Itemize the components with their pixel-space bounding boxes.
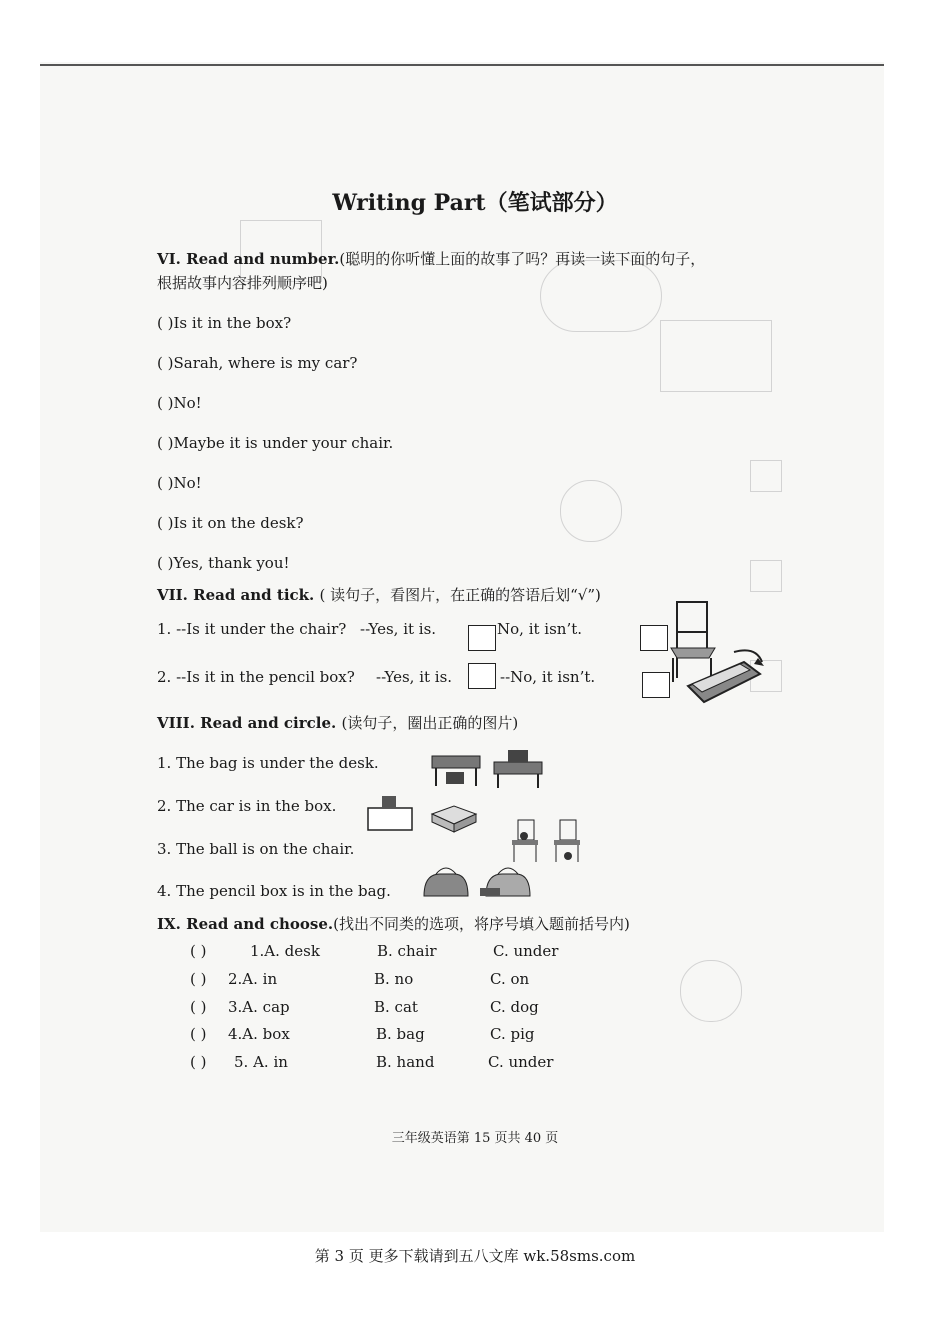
q1-tick-box[interactable] [468, 625, 496, 651]
bleed-through-shape [750, 460, 782, 492]
section-7-instruction: ( 读句子，看图片，在正确的答语后划“√”) [319, 586, 601, 604]
q1-no-answer: No, it isn’t. [497, 620, 583, 638]
section-6-item-5[interactable]: ( )No! [157, 474, 202, 492]
q2-no-tick-box[interactable] [642, 672, 670, 698]
chair-with-ball-under[interactable] [554, 820, 580, 862]
section-7-q1 [157, 620, 346, 638]
bag-with-pencil-box-beside[interactable] [480, 868, 530, 896]
answer-paren[interactable]: ( ) [190, 942, 207, 960]
option-b: B. cat [374, 998, 418, 1016]
pencil-box-picture [684, 644, 766, 710]
desk-pictures [428, 748, 548, 790]
section-6-item-6[interactable]: ( )Is it on the desk? [157, 514, 304, 532]
answer-paren[interactable]: ( ) [190, 1053, 207, 1071]
option-c: C. on [490, 970, 530, 988]
page-title: Writing Part（笔试部分） [332, 190, 618, 216]
option-b: B. chair [377, 942, 437, 960]
option-a: 4.A. box [228, 1025, 290, 1043]
top-rule [40, 64, 884, 66]
box-with-car-on-top[interactable] [368, 796, 412, 830]
q2-no-answer: --No, it isn’t. [500, 668, 596, 686]
bleed-through-shape [560, 480, 622, 542]
bleed-through-shape [680, 960, 742, 1022]
option-a: 5. A. in [234, 1053, 288, 1071]
section-9-title: IX. Read and choose. [157, 915, 334, 933]
option-a: 3.A. cap [228, 998, 290, 1016]
bleed-through-shape [660, 320, 772, 392]
section-6-item-1[interactable]: ( )Is it in the box? [157, 314, 292, 332]
q2-tick-box[interactable] [468, 663, 496, 689]
section-8-item-1: 1. The bag is under the desk. [157, 754, 379, 772]
open-box-with-car-inside[interactable] [432, 806, 476, 832]
bag-with-pencil-box-inside[interactable] [424, 868, 468, 896]
answer-paren[interactable]: ( ) [190, 998, 207, 1016]
section-8-title: VIII. Read and circle. [157, 714, 337, 732]
section-6-item-7[interactable]: ( )Yes, thank you! [157, 554, 290, 572]
section-9-instruction: (找出不同类的选项，将序号填入题前括号内) [333, 915, 630, 933]
section-6-item-2[interactable]: ( )Sarah, where is my car? [157, 354, 358, 372]
option-b: B. no [374, 970, 414, 988]
section-6-title: VI. Read and number. [157, 250, 340, 268]
section-6-item-3[interactable]: ( )No! [157, 394, 202, 412]
chair-ball-pictures [506, 818, 590, 866]
section-6-instruction-line2: 根据故事内容排列顺序吧) [157, 274, 328, 292]
q1-no-tick-box[interactable] [640, 625, 668, 651]
option-c: C. under [488, 1053, 554, 1071]
option-b: B. hand [376, 1053, 435, 1071]
section-8-item-2: 2. The car is in the box. [157, 797, 337, 815]
option-c: C. under [493, 942, 559, 960]
option-a: 1.A. desk [250, 942, 320, 960]
option-b: B. bag [376, 1025, 425, 1043]
desk-with-bag-under[interactable] [432, 756, 480, 786]
section-7-title: VII. Read and tick. [157, 586, 315, 604]
q1-yes-answer: --Yes, it is. [360, 620, 437, 638]
bag-pictures [420, 862, 536, 902]
option-a: 2.A. in [228, 970, 278, 988]
answer-paren[interactable]: ( ) [190, 1025, 207, 1043]
section-8-heading [157, 712, 518, 733]
option-c: C. dog [490, 998, 539, 1016]
section-9-heading [157, 913, 630, 934]
bleed-through-shape [750, 560, 782, 592]
answer-paren[interactable]: ( ) [190, 970, 207, 988]
download-note[interactable]: 第 3 页 更多下载请到五八文库 wk.58sms.com [314, 1247, 636, 1265]
section-7-q2: 2. --Is it in the pencil box? [157, 668, 355, 686]
q2-yes-answer: --Yes, it is. [376, 668, 453, 686]
page-footer: 三年级英语第 15 页共 40 页 [391, 1131, 559, 1146]
section-7-heading [157, 584, 601, 605]
option-c: C. pig [490, 1025, 535, 1043]
section-6-heading [157, 248, 705, 269]
chair-with-ball-on-seat[interactable] [512, 820, 538, 862]
section-8-item-4: 4. The pencil box is in the bag. [157, 882, 391, 900]
section-6-item-4[interactable]: ( )Maybe it is under your chair. [157, 434, 394, 452]
bleed-through-shape [540, 260, 662, 332]
section-8-instruction: (读句子，圈出正确的图片) [341, 714, 519, 732]
section-8-item-3: 3. The ball is on the chair. [157, 840, 355, 858]
q1-question: 1. --Is it under the chair? [157, 620, 347, 638]
box-pictures [364, 790, 484, 834]
section-6-instruction: (聪明的你听懂上面的故事了吗？再读一读下面的句子， [339, 250, 706, 268]
desk-with-bag-on-top[interactable] [494, 750, 542, 788]
